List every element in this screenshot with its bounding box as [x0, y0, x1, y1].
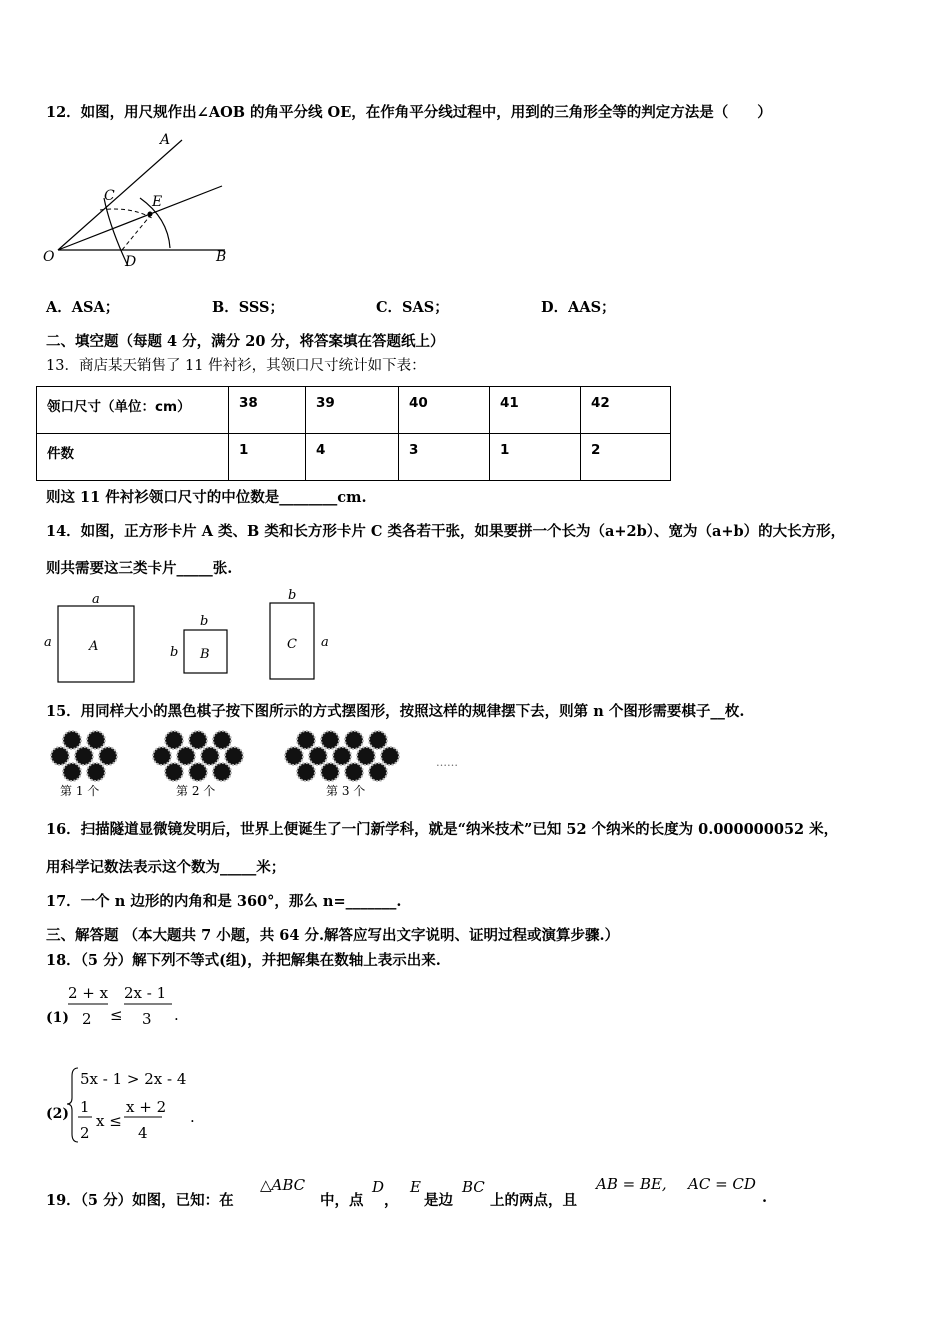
svg-text:1: 1	[80, 1098, 90, 1116]
chess-piece	[333, 747, 351, 765]
q12-option-c: C．SAS；	[376, 299, 449, 316]
q13-answer-line: 则这 11 件衬衫领口尺寸的中位数是________cm.	[46, 489, 367, 506]
svg-text:(1): (1)	[46, 1010, 69, 1026]
table-cell: 38	[229, 387, 306, 434]
table-row	[37, 387, 671, 434]
table-cell: 件数	[37, 434, 229, 481]
svg-text:.: .	[174, 1006, 179, 1024]
chess-piece	[345, 731, 363, 749]
svg-text:E: E	[152, 194, 163, 210]
svg-text:b: b	[170, 645, 179, 660]
chess-piece	[75, 747, 93, 765]
chess-piece	[381, 747, 399, 765]
svg-text:第 2 个: 第 2 个	[176, 784, 216, 798]
table-row	[37, 434, 671, 481]
svg-text:B: B	[216, 249, 227, 265]
svg-text:2 + x: 2 + x	[68, 984, 109, 1002]
q18-part1-inequality	[42, 978, 222, 1034]
q19-end: .	[762, 1189, 768, 1206]
q19-pre: 19．（5 分）如图，已知：在	[46, 1192, 234, 1209]
table-cell: 1	[490, 434, 581, 481]
chess-piece	[63, 731, 81, 749]
chess-piece	[165, 731, 183, 749]
svg-text:x ≤: x ≤	[96, 1112, 122, 1130]
svg-text:2: 2	[82, 1010, 92, 1028]
svg-text:D: D	[125, 254, 137, 270]
q18-text: 18．（5 分）解下列不等式(组)，并把解集在数轴上表示出来.	[46, 952, 441, 969]
cards-figure	[40, 588, 340, 688]
q19-side-bc: BC	[462, 1178, 485, 1196]
chess-piece	[99, 747, 117, 765]
svg-text:第 1 个: 第 1 个	[60, 784, 100, 798]
chess-piece	[189, 731, 207, 749]
q16-text-2: 用科学记数法表示这个数为_____米；	[46, 859, 286, 876]
chess-piece	[213, 763, 231, 781]
svg-text:C: C	[287, 637, 297, 652]
chess-piece	[297, 731, 315, 749]
q12-text: 12．如图，用尺规作出∠AOB 的角平分线 OE，在作角平分线过程中，用到的三角形全等的判定方法是（ ）	[46, 104, 772, 121]
q19-mid3: 上的两点，且	[490, 1192, 577, 1209]
angle-bisector-figure	[40, 128, 240, 276]
svg-text:B: B	[200, 647, 210, 662]
q12-option-a: A．ASA；	[46, 299, 120, 316]
chess-piece	[177, 747, 195, 765]
section-2-title: 二、填空题（每题 4 分，满分 20 分，将答案填在答题纸上）	[46, 333, 445, 350]
q18-part2-system	[42, 1062, 242, 1146]
q12-option-b: B．SSS；	[212, 299, 285, 316]
chess-piece	[369, 763, 387, 781]
table-cell: 1	[229, 434, 306, 481]
svg-text:x + 2: x + 2	[126, 1098, 167, 1116]
q19-eq1: AB = BE,	[596, 1175, 667, 1193]
svg-text:2: 2	[80, 1124, 90, 1142]
table-cell: 4	[306, 434, 399, 481]
svg-text:O: O	[43, 249, 55, 265]
q17-text: 17．一个 n 边形的内角和是 360°，那么 n=_______.	[46, 893, 402, 910]
svg-text:3: 3	[142, 1010, 152, 1028]
q19-eq2: AC = CD	[688, 1175, 756, 1193]
svg-text:(2): (2)	[46, 1106, 69, 1122]
table-cell: 3	[399, 434, 490, 481]
q19-triangle: △ABC	[260, 1176, 306, 1194]
q19-mid2: 是边	[424, 1192, 453, 1209]
chess-piece	[51, 747, 69, 765]
table-cell: 41	[490, 387, 581, 434]
svg-text:a: a	[44, 635, 52, 650]
q12-option-d: D．AAS；	[541, 299, 616, 316]
chess-piece	[189, 763, 207, 781]
chess-pieces-figure	[40, 728, 480, 800]
chess-piece	[213, 731, 231, 749]
q19-point-e: E	[410, 1178, 421, 1196]
svg-text:4: 4	[138, 1124, 148, 1142]
svg-text:C: C	[104, 188, 115, 204]
chess-piece	[165, 763, 183, 781]
q15-text: 15．用同样大小的黑色棋子按下图所示的方式摆图形，按照这样的规律摆下去，则第 n 个图形需要棋子__枚.	[46, 703, 745, 720]
chess-piece	[153, 747, 171, 765]
svg-text:b: b	[288, 588, 297, 603]
chess-piece	[357, 747, 375, 765]
table-cell: 2	[581, 434, 671, 481]
chess-piece	[201, 747, 219, 765]
q14-text-1: 14．如图，正方形卡片 A 类、B 类和长方形卡片 C 类各若干张，如果要拼一个长为（a+2b）、宽为（a+b）的大长方形，	[46, 523, 846, 540]
q13-text: 13．商店某天销售了 11 件衬衫，其领口尺寸统计如下表：	[46, 358, 426, 374]
table-cell: 39	[306, 387, 399, 434]
chess-piece	[321, 731, 339, 749]
chess-piece	[345, 763, 363, 781]
section-3-title: 三、解答题 （本大题共 7 小题，共 64 分.解答应写出文字说明、证明过程或演算步骤.）	[46, 927, 620, 944]
chess-piece	[87, 763, 105, 781]
svg-text:A: A	[160, 132, 171, 148]
chess-piece	[321, 763, 339, 781]
chess-piece	[285, 747, 303, 765]
table-cell: 42	[581, 387, 671, 434]
q16-text-1: 16．扫描隧道显微镜发明后，世界上便诞生了一门新学科，就是“纳米技术”已知 52 个纳米的长度为 0.000000052 米，	[46, 821, 839, 838]
chess-piece	[87, 731, 105, 749]
svg-text:第 3 个: 第 3 个	[326, 784, 366, 798]
q19-comma: ，	[384, 1192, 399, 1209]
chess-piece	[225, 747, 243, 765]
svg-text:……: ……	[436, 756, 458, 769]
q19-point-d: D	[372, 1178, 385, 1196]
chess-piece	[63, 763, 81, 781]
svg-text:a: a	[321, 635, 329, 650]
chess-piece	[297, 763, 315, 781]
chess-piece	[309, 747, 327, 765]
q19-mid1: 中，点	[320, 1192, 364, 1209]
svg-text:a: a	[92, 592, 100, 607]
svg-text:b: b	[200, 614, 209, 629]
table-cell: 40	[399, 387, 490, 434]
collar-size-table	[36, 386, 671, 481]
svg-text:≤: ≤	[110, 1006, 123, 1024]
q14-text-2: 则共需要这三类卡片_____张.	[46, 560, 233, 577]
svg-text:2x - 1: 2x - 1	[124, 984, 167, 1002]
table-cell: 领口尺寸（单位：cm）	[37, 387, 229, 434]
svg-text:5x - 1 > 2x - 4: 5x - 1 > 2x - 4	[80, 1070, 187, 1088]
svg-text:A: A	[89, 639, 99, 654]
chess-piece	[369, 731, 387, 749]
svg-text:.: .	[190, 1108, 195, 1126]
